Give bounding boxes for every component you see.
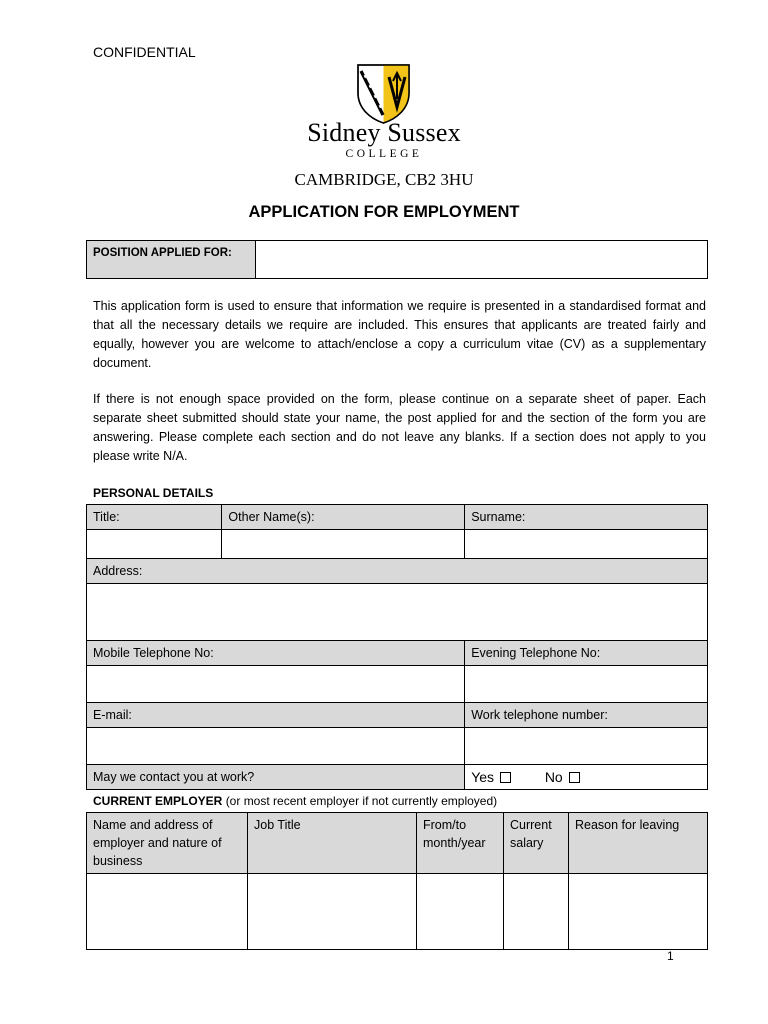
position-label: POSITION APPLIED FOR:	[87, 241, 256, 279]
yes-checkbox[interactable]	[500, 772, 511, 783]
employer-field[interactable]	[87, 874, 248, 950]
no-checkbox[interactable]	[569, 772, 580, 783]
email-field[interactable]	[87, 728, 465, 765]
college-crest-logo	[356, 63, 411, 125]
intro-paragraph-2: If there is not enough space provided on the form, please continue on a separate sheet of paper. Each separate sheet submitted should state your name, the post applied for and the section of the form you are answering. Please complete each section and do not leave any blanks. If a section does not apply to you please write N/A.	[93, 392, 706, 463]
college-address: CAMBRIDGE, CB2 3HU	[294, 170, 474, 189]
address-field[interactable]	[87, 584, 708, 641]
contact-at-work-options	[465, 765, 708, 790]
personal-details-heading: PERSONAL DETAILS	[93, 486, 214, 500]
evening-field[interactable]	[465, 666, 708, 703]
mobile-field[interactable]	[87, 666, 465, 703]
current-employer-note: (or most recent employer if not currently employed)	[225, 794, 498, 808]
job-title-field[interactable]	[248, 874, 417, 950]
title-field[interactable]	[87, 530, 222, 559]
employer-column-header: Name and address of employer and nature of business	[87, 813, 248, 874]
title-label: Title:	[87, 505, 222, 530]
current-employer-title: CURRENT EMPLOYER	[93, 794, 223, 808]
reason-field[interactable]	[569, 874, 708, 950]
no-label: No	[544, 769, 563, 785]
work-phone-field[interactable]	[465, 728, 708, 765]
surname-field[interactable]	[465, 530, 708, 559]
evening-label: Evening Telephone No:	[465, 641, 708, 666]
mobile-label: Mobile Telephone No:	[87, 641, 465, 666]
college-subtitle: COLLEGE	[345, 148, 423, 160]
current-employer-table	[86, 812, 708, 950]
salary-column-header: Current salary	[504, 813, 569, 874]
position-table	[86, 240, 708, 279]
address-label: Address:	[87, 559, 708, 584]
current-employer-heading	[93, 794, 497, 808]
surname-label: Surname:	[465, 505, 708, 530]
work-phone-label: Work telephone number:	[465, 703, 708, 728]
reason-column-header: Reason for leaving	[569, 813, 708, 874]
email-label: E-mail:	[87, 703, 465, 728]
salary-field[interactable]	[504, 874, 569, 950]
contact-at-work-label: May we contact you at work?	[87, 765, 465, 790]
other-names-label: Other Name(s):	[222, 505, 465, 530]
other-names-field[interactable]	[222, 530, 465, 559]
personal-details-table	[86, 504, 708, 790]
position-field[interactable]	[256, 241, 708, 279]
intro-paragraph-1: This application form is used to ensure that information we require is presented in a standardised format and that all the necessary details we require are included. This ensures that applicants are treated fairly and equally, however you are welcome to attach/enclose a copy a curriculum vitae (CV) as a supplementary document.	[93, 299, 706, 370]
form-title: APPLICATION FOR EMPLOYMENT	[248, 203, 520, 221]
confidential-label: CONFIDENTIAL	[93, 44, 196, 60]
college-name: Sidney Sussex	[307, 118, 461, 147]
yes-label: Yes	[471, 769, 495, 785]
job-title-column-header: Job Title	[248, 813, 417, 874]
from-to-column-header: From/to month/year	[417, 813, 504, 874]
page-number: 1	[667, 949, 674, 963]
from-to-field[interactable]	[417, 874, 504, 950]
